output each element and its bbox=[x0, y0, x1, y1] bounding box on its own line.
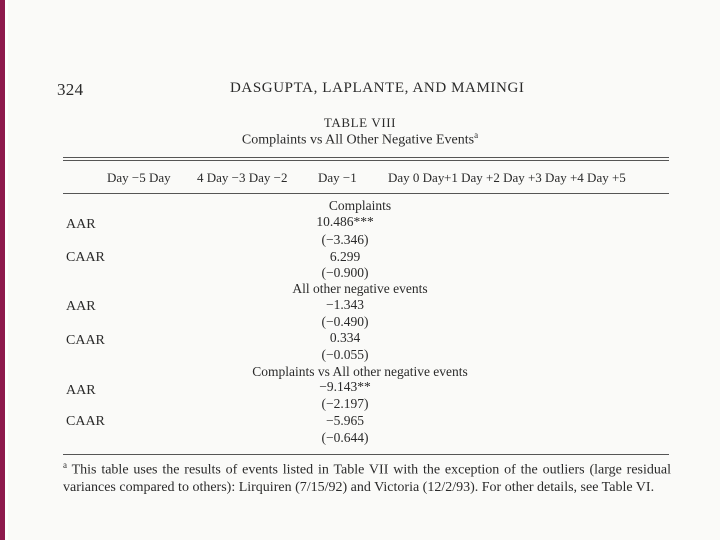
t-statistic: (−0.055) bbox=[321, 347, 369, 362]
column-header: Day −5 Day bbox=[107, 170, 171, 185]
section-heading: Complaints vs All other negative events bbox=[252, 364, 468, 379]
column-header: +1 Day +2 Day +3 Day +4 Day +5 bbox=[444, 170, 626, 185]
section-heading: All other negative events bbox=[292, 281, 428, 296]
column-header: Day 0 Day bbox=[388, 170, 445, 185]
scan-edge-strip bbox=[0, 0, 5, 540]
table-caption bbox=[0, 130, 720, 149]
row-label: CAAR bbox=[66, 250, 105, 265]
row-label: AAR bbox=[66, 217, 96, 232]
row-label: CAAR bbox=[66, 414, 105, 429]
t-statistic: (−0.644) bbox=[321, 430, 369, 445]
aar-value: −9.143** bbox=[319, 379, 371, 394]
section-heading: Complaints bbox=[328, 198, 392, 213]
aar-value: 10.486*** bbox=[316, 214, 374, 229]
row-label: AAR bbox=[66, 299, 96, 314]
t-statistic: (−3.346) bbox=[321, 232, 369, 247]
table-bottom-rule bbox=[63, 454, 669, 455]
table-caption-text: Complaints vs All Other Negative Events bbox=[241, 132, 475, 148]
column-header: 4 Day −3 Day −2 bbox=[197, 170, 288, 185]
t-statistic: (−2.197) bbox=[321, 396, 369, 411]
aar-value: −1.343 bbox=[326, 297, 364, 312]
table-footnote bbox=[63, 457, 671, 496]
footnote-marker: a bbox=[63, 460, 67, 470]
header-rule bbox=[63, 193, 669, 194]
caar-value: 6.299 bbox=[329, 249, 361, 264]
caar-value: 0.334 bbox=[329, 330, 361, 345]
row-label: AAR bbox=[66, 383, 96, 398]
table-top-rule-2 bbox=[63, 160, 669, 161]
t-statistic: (−0.490) bbox=[321, 314, 369, 329]
running-header: DASGUPTA, LAPLANTE, AND MAMINGI bbox=[230, 80, 525, 96]
table-caption-marker: a bbox=[474, 130, 479, 140]
t-statistic: (−0.900) bbox=[321, 265, 369, 280]
page-number: 324 bbox=[57, 80, 84, 99]
table-top-rule bbox=[63, 157, 669, 158]
caar-value: −5.965 bbox=[326, 413, 364, 428]
column-header: Day −1 bbox=[318, 170, 357, 185]
table-title: TABLE VIII bbox=[323, 115, 397, 130]
footnote-text: This table uses the results of events listed in Table VII with the exception of the outliers (large residual variances compared to others): Lirquiren (7/15/92) and Victoria (12/2/93). For other details, see Table VI. bbox=[63, 462, 671, 495]
row-label: CAAR bbox=[66, 333, 105, 348]
